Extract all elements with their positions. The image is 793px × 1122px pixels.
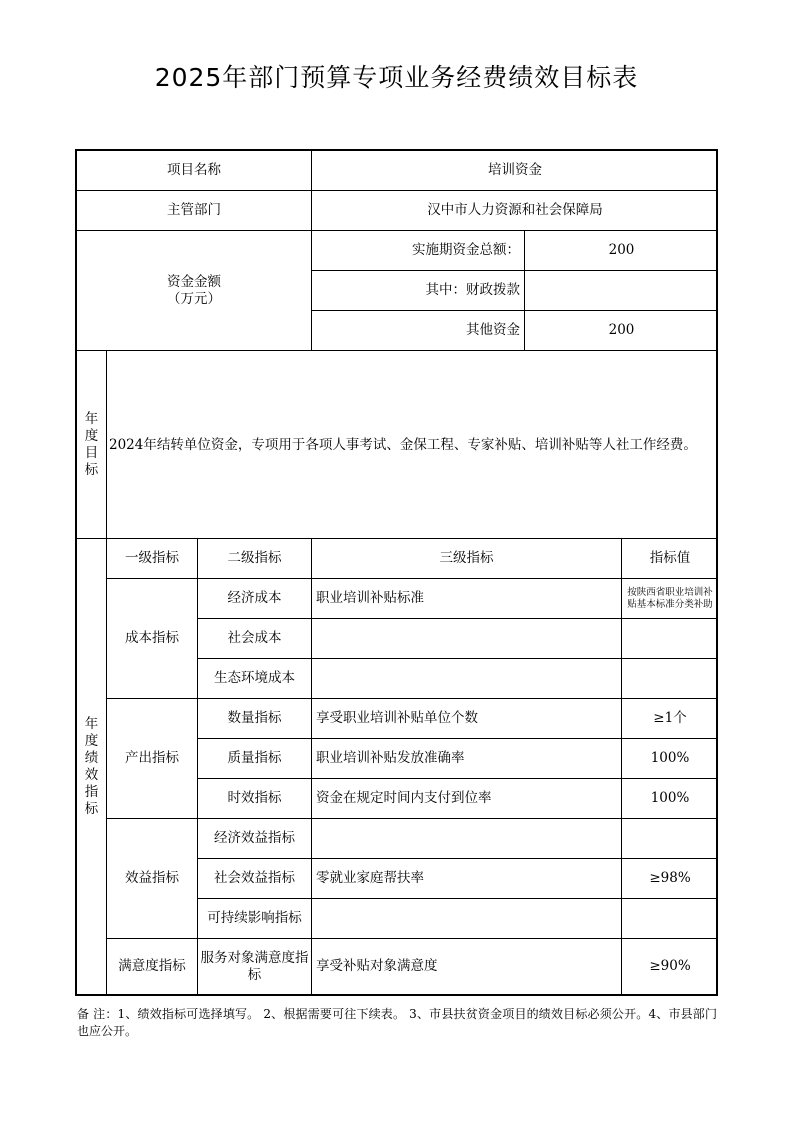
fiscal-funds-value bbox=[525, 271, 718, 311]
indicator-value-cell bbox=[622, 659, 718, 699]
level2-cell: 社会效益指标 bbox=[198, 859, 312, 899]
level2-cell: 服务对象满意度指标 bbox=[198, 939, 312, 994]
indicator-value-cell bbox=[622, 619, 718, 659]
level3-cell bbox=[312, 819, 622, 859]
footnote: 备 注：1、绩效指标可选择填写。 2、根据需要可往下续表。 3、市县扶贫资金项目的绩效目标必须公开。4、市县部门也应公开。 bbox=[77, 1007, 717, 1038]
header-level3: 三级指标 bbox=[312, 539, 622, 579]
level2-cell: 生态环境成本 bbox=[198, 659, 312, 699]
project-name-label: 项目名称 bbox=[77, 151, 312, 191]
total-funds-value: 200 bbox=[525, 231, 718, 271]
level3-cell: 零就业家庭帮扶率 bbox=[312, 859, 622, 899]
indicator-value-cell: 100% bbox=[622, 739, 718, 779]
indicator-value-cell bbox=[622, 819, 718, 859]
level2-cell: 经济成本 bbox=[198, 579, 312, 619]
performance-indicators-label: 年度绩效指标 bbox=[77, 539, 107, 994]
level2-cell: 可持续影响指标 bbox=[198, 899, 312, 939]
level3-cell: 享受职业培训补贴单位个数 bbox=[312, 699, 622, 739]
total-funds-label: 实施期资金总额： bbox=[312, 231, 525, 271]
project-name-value: 培训资金 bbox=[312, 151, 718, 191]
level3-cell: 资金在规定时间内支付到位率 bbox=[312, 779, 622, 819]
indicator-value-cell: ≥1个 bbox=[622, 699, 718, 739]
annual-goal-label: 年度目标 bbox=[77, 351, 107, 539]
level3-cell bbox=[312, 659, 622, 699]
funds-label-line1: 资金金额 bbox=[167, 273, 221, 290]
level2-cell: 社会成本 bbox=[198, 619, 312, 659]
level3-cell bbox=[312, 619, 622, 659]
header-level1: 一级指标 bbox=[107, 539, 198, 579]
performance-table bbox=[75, 149, 718, 996]
page-title: 2025年部门预算专项业务经费绩效目标表 bbox=[154, 63, 639, 92]
department-label: 主管部门 bbox=[77, 191, 312, 231]
indicator-value-cell bbox=[622, 899, 718, 939]
other-funds-label: 其他资金 bbox=[312, 311, 525, 351]
level3-cell bbox=[312, 899, 622, 939]
header-value: 指标值 bbox=[622, 539, 718, 579]
level3-cell: 享受补贴对象满意度 bbox=[312, 939, 622, 994]
level2-cell: 质量指标 bbox=[198, 739, 312, 779]
indicator-value-cell: 100% bbox=[622, 779, 718, 819]
output-indicator-group: 产出指标 bbox=[107, 699, 198, 819]
indicator-value-cell: 按陕西省职业培训补贴基本标准分类补助 bbox=[622, 579, 718, 619]
indicator-value-cell: ≥98% bbox=[622, 859, 718, 899]
other-funds-value: 200 bbox=[525, 311, 718, 351]
level2-cell: 时效指标 bbox=[198, 779, 312, 819]
annual-goal-text: 2024年结转单位资金，专项用于各项人事考试、金保工程、专家补贴、培训补贴等人社工作经费。 bbox=[107, 351, 718, 539]
level2-cell: 数量指标 bbox=[198, 699, 312, 739]
benefit-indicator-group: 效益指标 bbox=[107, 819, 198, 939]
level3-cell: 职业培训补贴标准 bbox=[312, 579, 622, 619]
department-value: 汉中市人力资源和社会保障局 bbox=[312, 191, 718, 231]
fiscal-funds-label: 其中：财政拨款 bbox=[312, 271, 525, 311]
header-level2: 二级指标 bbox=[198, 539, 312, 579]
satisfaction-indicator-group: 满意度指标 bbox=[107, 939, 198, 994]
funds-label-line2: （万元） bbox=[167, 290, 221, 307]
level2-cell: 经济效益指标 bbox=[198, 819, 312, 859]
level3-cell: 职业培训补贴发放准确率 bbox=[312, 739, 622, 779]
indicator-value-cell: ≥90% bbox=[649, 958, 691, 974]
funds-label bbox=[77, 231, 312, 351]
cost-indicator-group: 成本指标 bbox=[107, 579, 198, 699]
